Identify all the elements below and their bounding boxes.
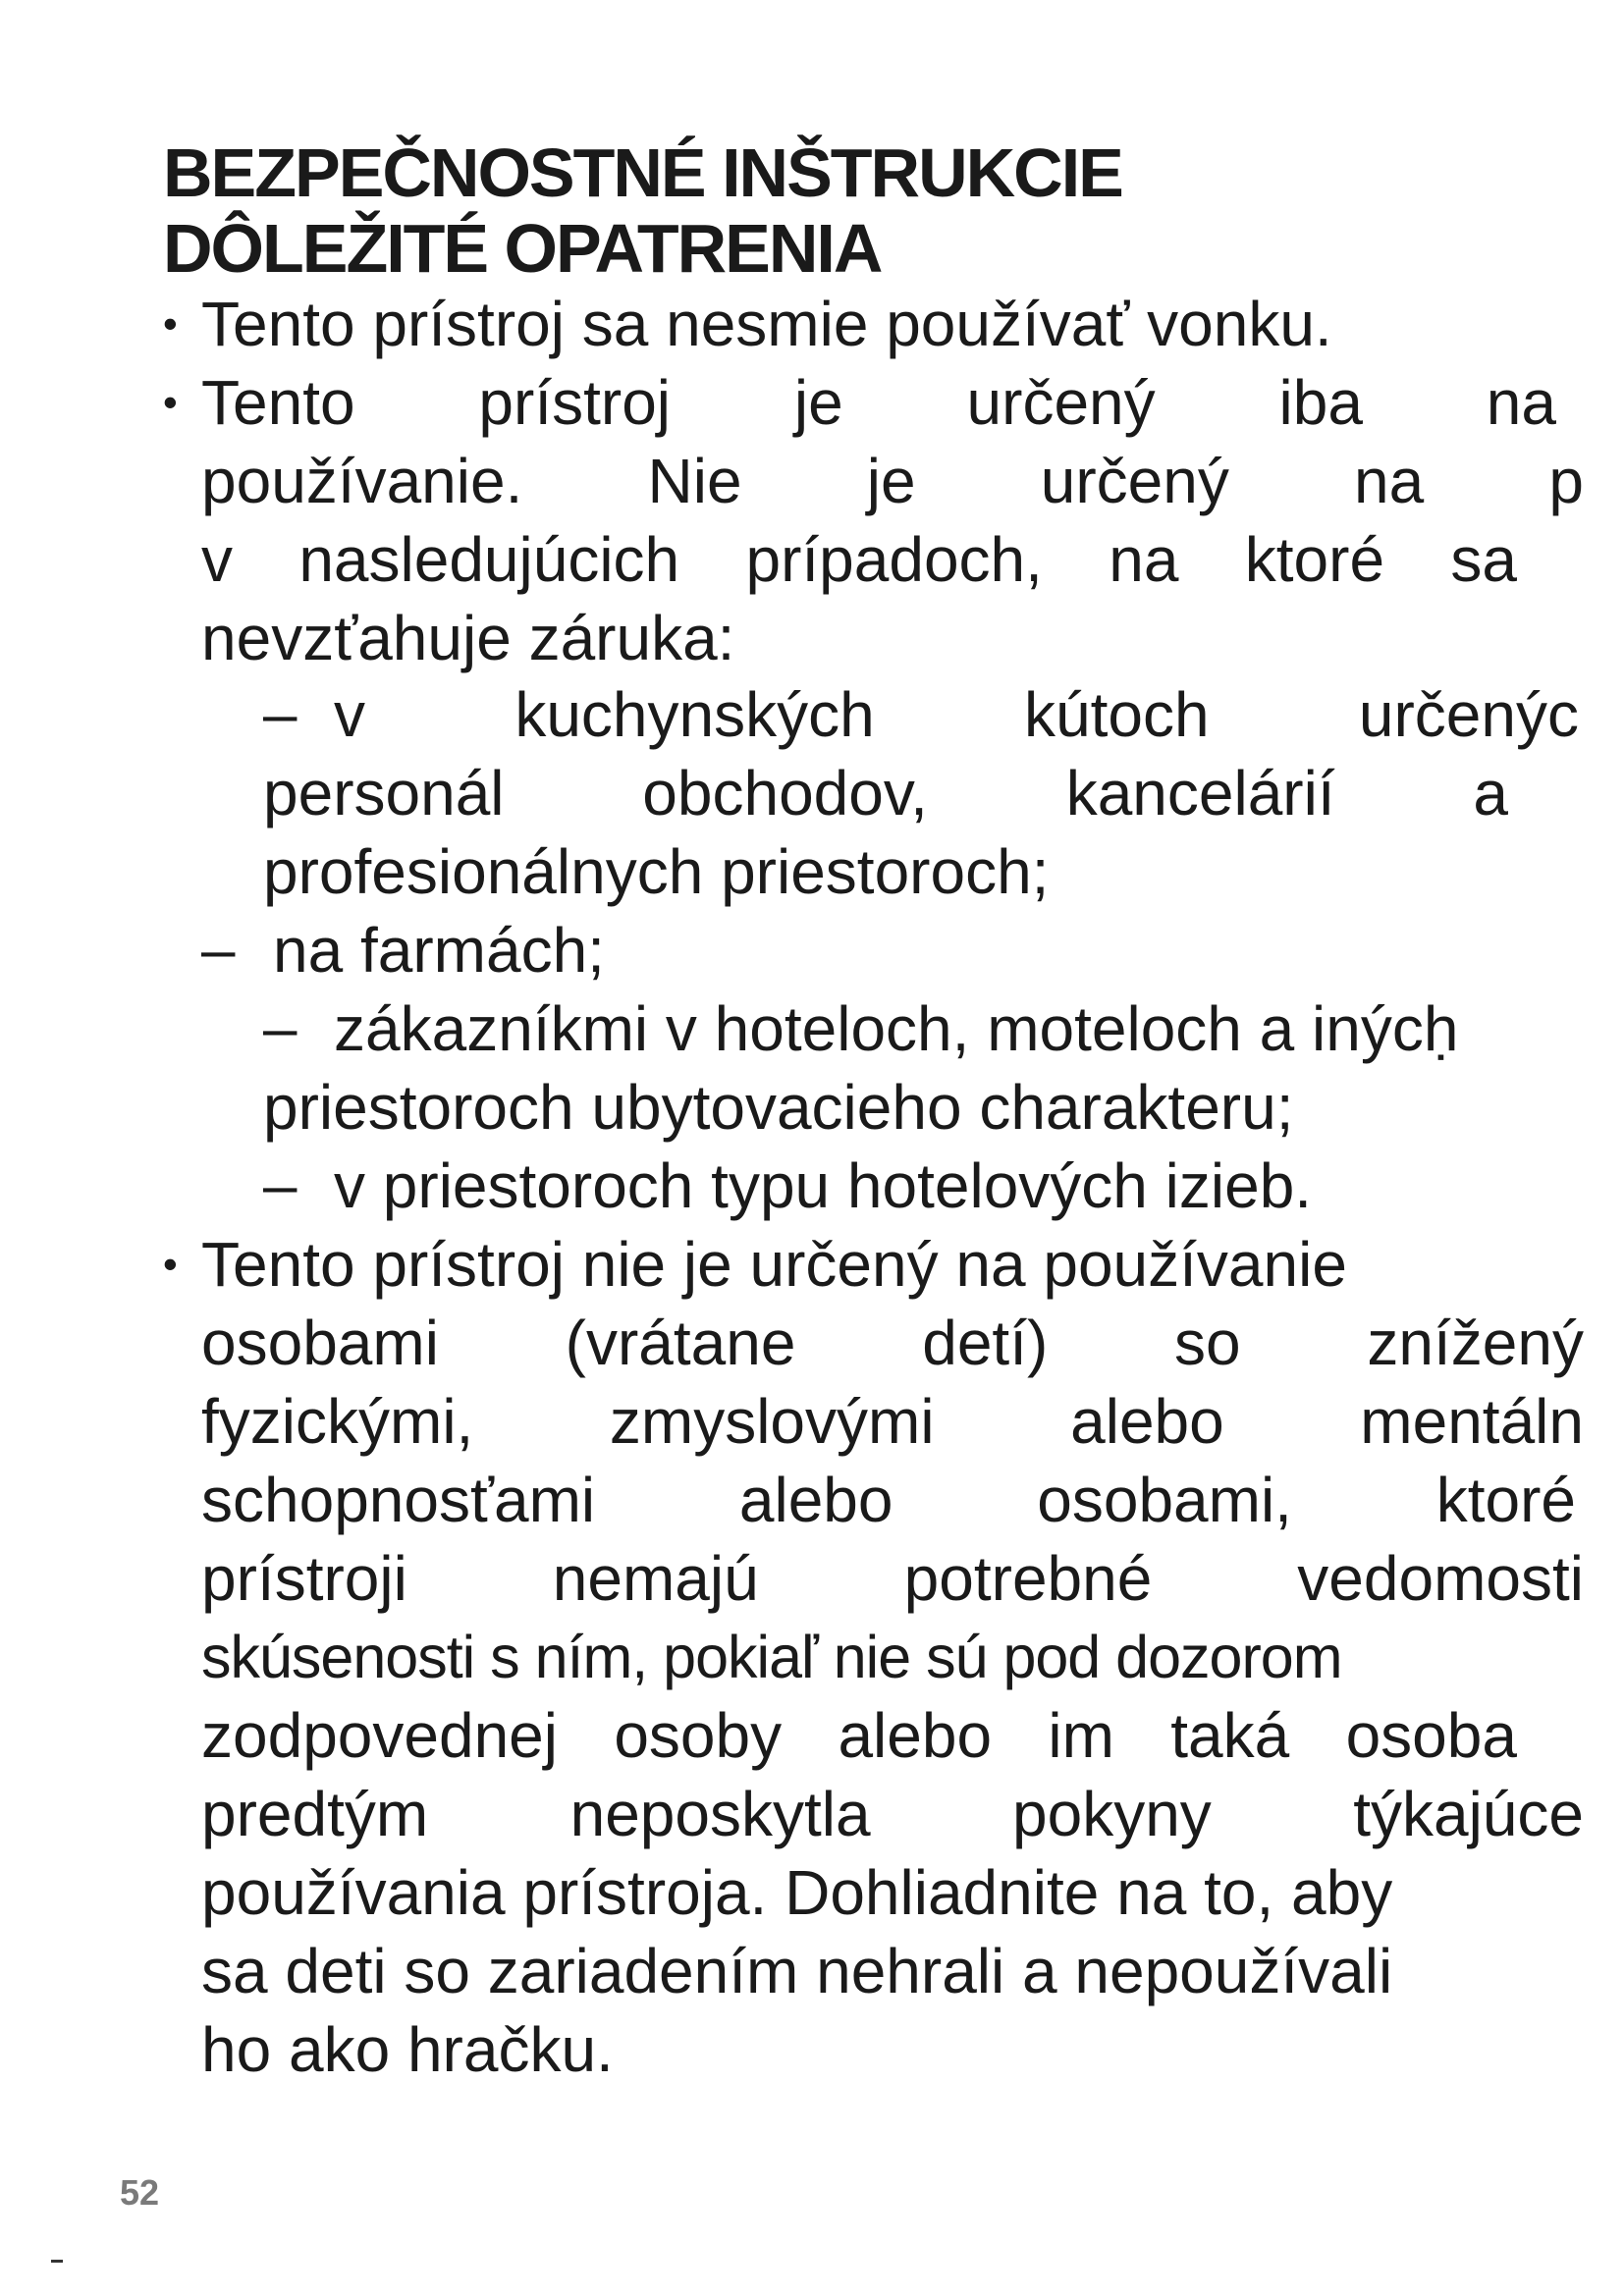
- item2-line4: nevzťahuje záruka:: [201, 603, 735, 673]
- item3-line9: používania prístroja. Dohliadnite na to, aby: [201, 1857, 1393, 1928]
- dash-sub1: –: [263, 680, 298, 748]
- item2-line1: [201, 363, 1556, 442]
- dash-sub2: –: [201, 916, 236, 984]
- word: schopnosťami: [201, 1465, 596, 1535]
- sub3-line1: zákazníkmi v hoteloch, moteloch a inýcḥ: [334, 993, 1459, 1064]
- corner-mark: [51, 2260, 63, 2263]
- word: predtým: [201, 1779, 429, 1849]
- word: používanie.: [201, 446, 523, 516]
- word: prístroj: [478, 367, 672, 438]
- sub2-text: na farmách;: [273, 915, 605, 986]
- word: obchodov,: [642, 758, 928, 828]
- word: je: [866, 446, 916, 516]
- word: osobami,: [1037, 1465, 1292, 1535]
- sub1-line1: [334, 675, 1579, 754]
- heading-important-precautions: DÔLEŽITÉ OPATRENIA: [163, 210, 882, 287]
- word: ktoré: [1244, 524, 1385, 595]
- word: prípadoch,: [745, 524, 1043, 595]
- item3-line8: [201, 1775, 1584, 1853]
- word: prístroji: [201, 1543, 407, 1614]
- bullet-2: •: [163, 379, 178, 425]
- word: pokyny: [1012, 1779, 1212, 1849]
- page-number: 52: [120, 2172, 160, 2213]
- word: nemajú: [552, 1543, 759, 1614]
- word: a: [1473, 758, 1508, 828]
- word: zodpovednej: [201, 1700, 558, 1771]
- word: sa: [1450, 524, 1517, 595]
- sub1-line3: profesionálnych priestoroch;: [263, 836, 1050, 907]
- word: personál: [263, 758, 505, 828]
- word: detí): [922, 1308, 1049, 1378]
- word: znížený: [1367, 1308, 1584, 1378]
- word: taká: [1170, 1700, 1290, 1771]
- word: v: [334, 679, 365, 750]
- heading-safety-instructions: BEZPEČNOSTNÉ INŠTRUKCIE: [163, 134, 1122, 211]
- word: ktoré: [1435, 1465, 1576, 1535]
- word: mentáln: [1360, 1386, 1584, 1457]
- item3-line6: skúsenosti s ním, pokiaľ nie sú pod dozorom: [201, 1624, 1342, 1690]
- word: na: [1109, 524, 1179, 595]
- item2-line3: [201, 520, 1517, 599]
- word: určenýc: [1358, 679, 1579, 750]
- word: alebo: [1070, 1386, 1224, 1457]
- item3-line2: [201, 1304, 1584, 1382]
- word: so: [1174, 1308, 1241, 1378]
- item3-line7: [201, 1696, 1517, 1775]
- word: alebo: [738, 1465, 893, 1535]
- word: osoba: [1345, 1700, 1517, 1771]
- sub4-text: v priestoroch typu hotelových izieb.: [334, 1150, 1313, 1221]
- item3-line11: ho ako hračku.: [201, 2014, 614, 2085]
- dash-sub3: –: [263, 994, 298, 1062]
- word: týkajúce: [1353, 1779, 1584, 1849]
- word: kuchynských: [514, 679, 875, 750]
- item3-line1: Tento prístroj nie je určený na používanie: [201, 1229, 1347, 1300]
- dash-sub4: –: [263, 1151, 298, 1219]
- word: fyzickými,: [201, 1386, 474, 1457]
- word: neposkytla: [569, 1779, 871, 1849]
- word: Nie: [647, 446, 742, 516]
- word: osobami: [201, 1308, 439, 1378]
- word: Tento: [201, 367, 355, 438]
- bullet-1: •: [163, 300, 178, 347]
- word: určený: [966, 367, 1156, 438]
- word: v: [201, 524, 233, 595]
- item3-line10: sa deti so zariadením nehrali a nepoužívali: [201, 1936, 1393, 2006]
- word: určený: [1040, 446, 1229, 516]
- bullet-3: •: [163, 1241, 178, 1287]
- word: im: [1048, 1700, 1114, 1771]
- item3-line5: [201, 1539, 1584, 1618]
- item1-text: Tento prístroj sa nesmie používať vonku.: [201, 289, 1332, 359]
- word: zmyslovými: [609, 1386, 935, 1457]
- item3-line3: [201, 1382, 1584, 1461]
- word: iba: [1278, 367, 1363, 438]
- word: kancelárií: [1065, 758, 1335, 828]
- word: osoby: [614, 1700, 783, 1771]
- sub3-line2: priestoroch ubytovacieho charakteru;: [263, 1072, 1294, 1143]
- word: vedomosti: [1297, 1543, 1584, 1614]
- item3-line4: [201, 1461, 1576, 1539]
- item2-line2: [201, 442, 1584, 520]
- word: nasledujúcich: [298, 524, 680, 595]
- word: na: [1354, 446, 1425, 516]
- word: potrebné: [903, 1543, 1153, 1614]
- word: (vrátane: [565, 1308, 796, 1378]
- word: alebo: [838, 1700, 993, 1771]
- sub1-line2: [263, 754, 1508, 832]
- word: p: [1548, 446, 1584, 516]
- word: kútoch: [1024, 679, 1210, 750]
- word: na: [1486, 367, 1556, 438]
- word: je: [793, 367, 843, 438]
